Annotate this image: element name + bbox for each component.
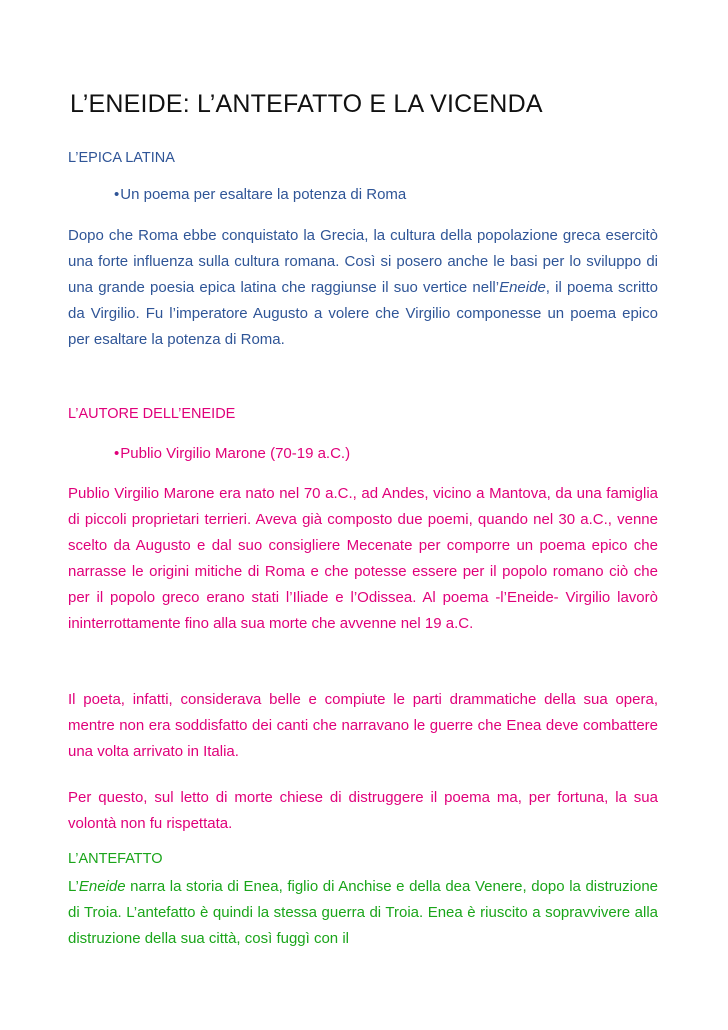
paragraph-antefatto-part-b: narra la storia di Enea, figlio di Anchise e della dea Venere, dopo la distruzione di Troia. L’antefatto è quindi la stessa guerra di Troia. Enea è riuscito a sopravvivere alla distruzione della sua città, così fuggì con il: [68, 878, 658, 947]
heading-epica-latina: L’EPICA LATINA: [68, 150, 175, 166]
bullet-dot-icon: •: [114, 445, 120, 462]
heading-antefatto: L’ANTEFATTO: [68, 851, 163, 867]
paragraph-antefatto-part-a: L’: [68, 878, 79, 895]
paragraph-epica: [68, 223, 658, 353]
paragraph-epica-part-a: Dopo che Roma ebbe conquistato la Grecia, la cultura della popolazione greca esercitò una forte influenza sulla cultura romana. Così si posero anche le basi per lo sviluppo di una grande poesia epica latina che raggiunse il suo vertice nell’: [68, 227, 658, 296]
paragraph-autore-2: Il poeta, infatti, considerava belle e compiute le parti drammatiche della sua opera, mentre non era soddisfatto dei canti che narravano le guerre che Enea deve combattere una volta arrivato in Italia.: [68, 691, 658, 760]
bullet-dot-icon: •: [114, 186, 120, 203]
paragraph-antefatto: [68, 874, 658, 952]
bullet-autore: [114, 445, 350, 462]
paragraph-antefatto-italic: Eneide: [78, 878, 126, 895]
paragraph-epica-italic: Eneide: [499, 279, 546, 296]
paragraph-autore-1: Publio Virgilio Marone era nato nel 70 a.C., ad Andes, vicino a Mantova, da una famiglia di piccoli proprietari terrieri. Aveva già composto due poemi, quando nel 30 a.C., venne scelto da Augusto e dal suo consigliere Mecenate per comporre un poema epico che narrasse le origini mitiche di Roma e che potesse essere per il popolo romano ciò che per il popolo greco erano stati l’Iliade e l’Odissea. Al poema -l’Eneide- Virgilio lavorò ininterrottamente fino alla sua morte che avvenne nel 19 a.C.: [68, 485, 658, 632]
paragraph-epica-part-b: , il poema scritto da Virgilio. Fu l’imperatore Augusto a volere che Virgilio componesse un poema epico per esaltare la potenza di Roma.: [68, 279, 658, 348]
paragraph-autore-3: Per questo, sul letto di morte chiese di distruggere il poema ma, per fortuna, la sua volontà non fu rispettata.: [68, 789, 658, 832]
bullet-autore-text: Publio Virgilio Marone (70-19 a.C.): [120, 445, 351, 462]
bullet-epica: [114, 186, 406, 203]
heading-autore: L’AUTORE DELL’ENEIDE: [68, 406, 236, 422]
document-title: L’ENEIDE: L’ANTEFATTO E LA VICENDA: [70, 90, 543, 118]
bullet-epica-text: Un poema per esaltare la potenza di Roma: [120, 186, 407, 203]
